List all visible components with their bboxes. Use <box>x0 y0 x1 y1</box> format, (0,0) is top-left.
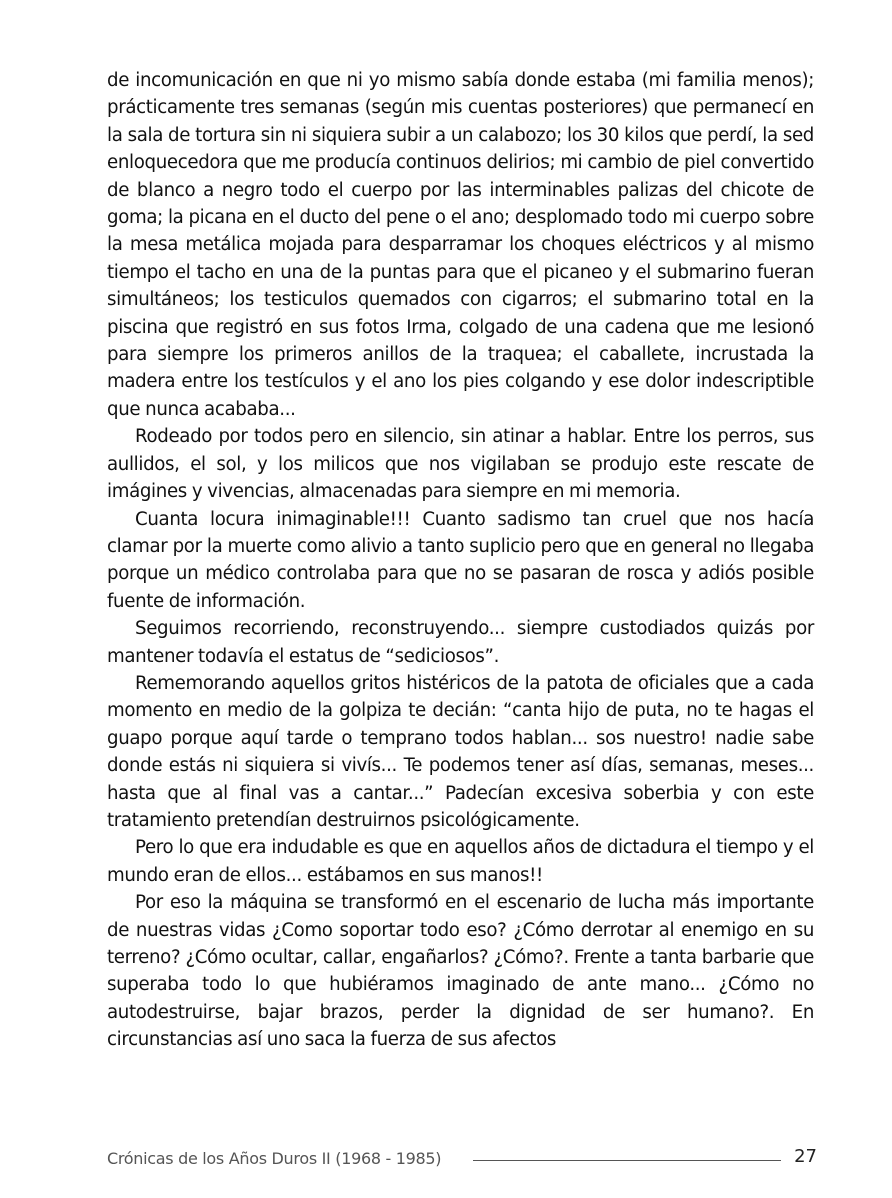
page-number: 27 <box>794 1146 817 1167</box>
paragraph: Cuanta locura inimaginable!!! Cuanto sadismo tan cruel que nos hacía clamar por la muerte como alivio a tanto suplicio pero que en general no llegaba porque un médico controlaba para que no se pasaran de rosca y adiós posible fuente de información. <box>107 508 814 612</box>
paragraph: Rememorando aquellos gritos histéricos de la patota de oficiales que a cada momento en medio de la golpiza te decián: “canta hijo de puta, no te hagas el guapo porque aquí tarde o temprano todos hablan... sos nuestro! nadie sabe donde estás ni siquiera si vivís... Te podemos tener así días, semanas, meses... hasta que al final vas a cantar...” Padecían excesiva soberbia y con este tratamiento pretendían destruirnos psicológicamente. <box>107 672 814 831</box>
footer-divider <box>473 1160 781 1161</box>
paragraph: Rodeado por todos pero en silencio, sin atinar a hablar. Entre los perros, sus aullidos, el sol, y los milicos que nos vigilaban se produjo este rescate de imágines y vivencias, almacenadas para siempre en mi memoria. <box>107 426 814 503</box>
page-footer <box>107 1145 817 1175</box>
paragraph: de incomunicación en que ni yo mismo sabía donde estaba (mi familia menos); prácticamente tres semanas (según mis cuentas posteriores) que permanecí en la sala de tortura sin ni siquiera subir a un calabozo; los 30 kilos que perdí, la sed enloquecedora que me producía continuos delirios; mi cambio de piel convertido de blanco a negro todo el cuerpo por las interminables palizas del chicote de goma; la picana en el ducto del pene o el ano; desplomado todo mi cuerpo sobre la mesa metálica mojada para desparramar los choques eléctricos y al mismo tiempo el tacho en una de la puntas para que el picaneo y el submarino fueran simultáneos; los testiculos quemados con cigarros; el submarino total en la piscina que registró en sus fotos Irma, colgado de una cadena que me lesionó para siempre los primeros anillos de la traquea; el caballete, incrustada la madera entre los testículos y el ano los pies colgando y ese dolor indescriptible que nunca acababa... <box>107 70 814 420</box>
paragraph: Seguimos recorriendo, reconstruyendo... siempre custodiados quizás por mantener todavía el estatus de “sediciosos”. <box>107 618 814 667</box>
footer-book-title: Crónicas de los Años Duros II (1968 - 1985) <box>107 1149 442 1168</box>
paragraph: Pero lo que era indudable es que en aquellos años de dictadura el tiempo y el mundo eran de ellos... estábamos en sus manos!! <box>107 837 814 886</box>
body-text <box>107 67 814 1054</box>
paragraph: Por eso la máquina se transformó en el escenario de lucha más importante de nuestras vidas ¿Como soportar todo eso? ¿Cómo derrotar al enemigo en su terreno? ¿Cómo ocultar, callar, engañarlos? ¿Cómo?. Frente a tanta barbarie que superaba todo lo que hubiéramos imaginado de ante mano... ¿Cómo no autodestruirse, bajar brazos, perder la dignidad de ser humano?. En circunstancias así uno saca la fuerza de sus afectos <box>107 892 814 1051</box>
